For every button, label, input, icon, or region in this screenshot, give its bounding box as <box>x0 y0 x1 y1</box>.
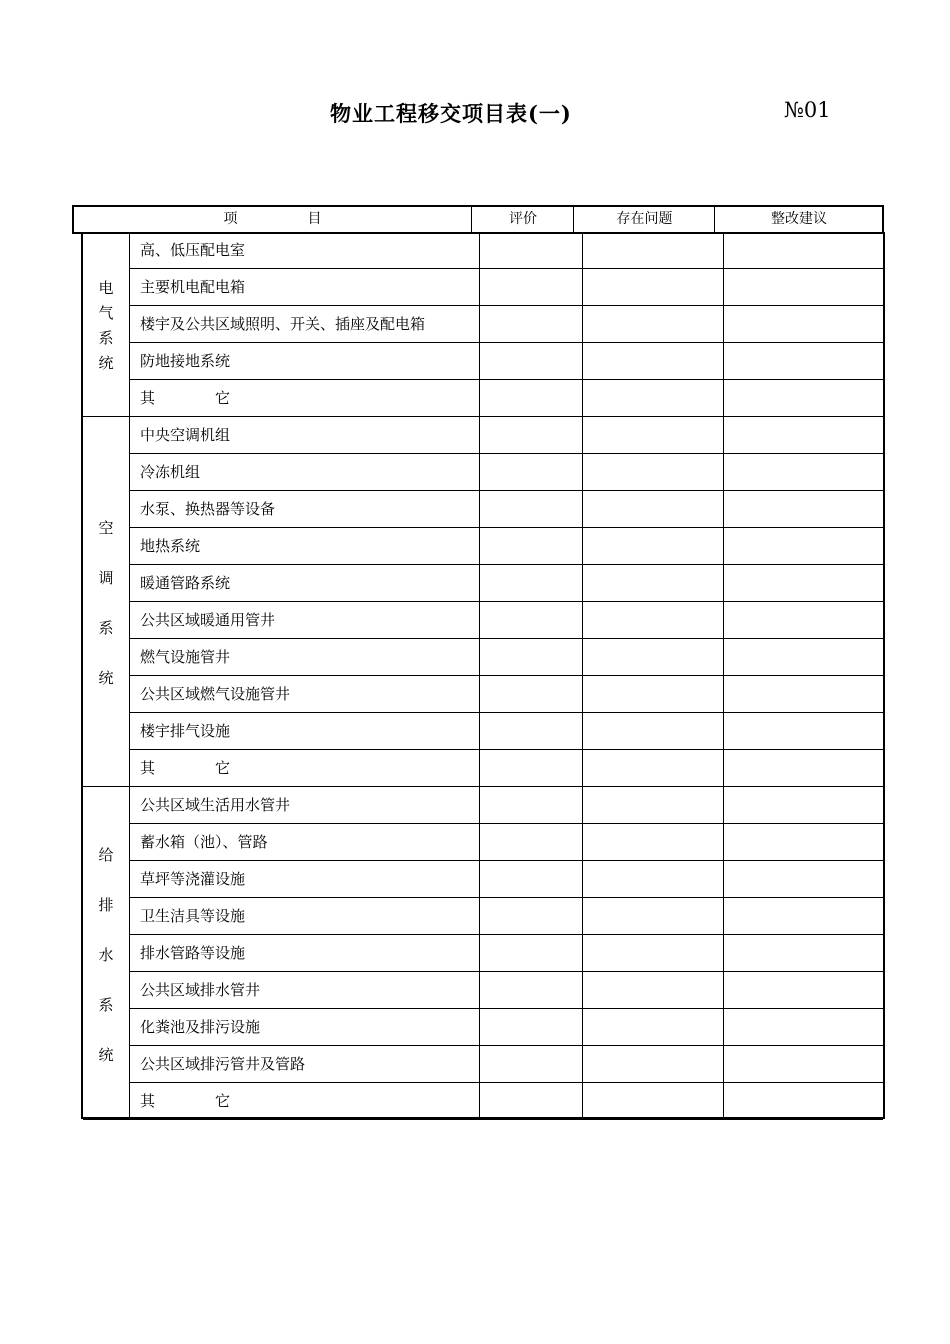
rating-cell[interactable] <box>479 898 583 935</box>
suggestion-cell[interactable] <box>723 602 884 639</box>
item-cell: 排水管路等设施 <box>129 935 479 972</box>
suggestion-cell[interactable] <box>723 898 884 935</box>
item-cell: 蓄水箱（池）、管路 <box>129 824 479 861</box>
rating-cell[interactable] <box>479 1083 583 1120</box>
rating-cell[interactable] <box>479 528 583 565</box>
suggestion-cell[interactable] <box>723 565 884 602</box>
issues-cell[interactable] <box>582 380 724 417</box>
rating-cell[interactable] <box>479 787 583 824</box>
table-row <box>129 528 883 565</box>
table-row <box>129 824 883 861</box>
suggestion-cell[interactable] <box>723 232 884 269</box>
item-cell: 公共区域燃气设施管井 <box>129 676 479 713</box>
suggestion-cell[interactable] <box>723 750 884 787</box>
header-issues: 存在问题 <box>573 207 715 232</box>
issues-cell[interactable] <box>582 269 724 306</box>
rating-cell[interactable] <box>479 306 583 343</box>
table-row <box>129 232 883 269</box>
item-cell: 水泵、换热器等设备 <box>129 491 479 528</box>
item-cell: 公共区域暖通用管井 <box>129 602 479 639</box>
item-cell: 卫生洁具等设施 <box>129 898 479 935</box>
suggestion-cell[interactable] <box>723 861 884 898</box>
issues-cell[interactable] <box>582 306 724 343</box>
group-label-char: 水 <box>98 945 114 964</box>
issues-cell[interactable] <box>582 676 724 713</box>
rating-cell[interactable] <box>479 269 583 306</box>
table-row <box>129 1046 883 1083</box>
item-cell: 其 它 <box>129 380 479 417</box>
item-cell: 中央空调机组 <box>129 417 479 454</box>
issues-cell[interactable] <box>582 861 724 898</box>
group-label-char: 系 <box>98 995 114 1014</box>
issues-cell[interactable] <box>582 528 724 565</box>
issues-cell[interactable] <box>582 713 724 750</box>
rating-cell[interactable] <box>479 417 583 454</box>
handover-table <box>81 232 885 1119</box>
rating-cell[interactable] <box>479 639 583 676</box>
issues-cell[interactable] <box>582 602 724 639</box>
issues-cell[interactable] <box>582 1046 724 1083</box>
rating-cell[interactable] <box>479 565 583 602</box>
item-cell: 楼宇及公共区域照明、开关、插座及配电箱 <box>129 306 479 343</box>
rating-cell[interactable] <box>479 491 583 528</box>
suggestion-cell[interactable] <box>723 343 884 380</box>
rating-cell[interactable] <box>479 602 583 639</box>
issues-cell[interactable] <box>582 824 724 861</box>
table-row <box>129 343 883 380</box>
suggestion-cell[interactable] <box>723 713 884 750</box>
rating-cell[interactable] <box>479 232 583 269</box>
rating-cell[interactable] <box>479 824 583 861</box>
issues-cell[interactable] <box>582 639 724 676</box>
item-cell: 高、低压配电室 <box>129 232 479 269</box>
suggestion-cell[interactable] <box>723 639 884 676</box>
issues-cell[interactable] <box>582 491 724 528</box>
table-row <box>129 639 883 676</box>
suggestion-cell[interactable] <box>723 417 884 454</box>
suggestion-cell[interactable] <box>723 824 884 861</box>
issues-cell[interactable] <box>582 417 724 454</box>
rating-cell[interactable] <box>479 676 583 713</box>
table-row <box>129 380 883 417</box>
table-row <box>129 417 883 454</box>
item-cell: 公共区域排水管井 <box>129 972 479 1009</box>
rating-cell[interactable] <box>479 861 583 898</box>
table-row <box>129 676 883 713</box>
item-cell: 公共区域生活用水管井 <box>129 787 479 824</box>
suggestion-cell[interactable] <box>723 676 884 713</box>
rating-cell[interactable] <box>479 750 583 787</box>
rating-cell[interactable] <box>479 935 583 972</box>
suggestion-cell[interactable] <box>723 491 884 528</box>
table-row <box>129 602 883 639</box>
header-item: 项 目 <box>223 211 322 227</box>
item-cell: 其 它 <box>129 1083 479 1120</box>
suggestion-cell[interactable] <box>723 935 884 972</box>
rating-cell[interactable] <box>479 343 583 380</box>
item-cell: 暖通管路系统 <box>129 565 479 602</box>
rating-cell[interactable] <box>479 454 583 491</box>
item-cell: 地热系统 <box>129 528 479 565</box>
item-cell: 草坪等浇灌设施 <box>129 861 479 898</box>
group-label-char: 空 <box>98 519 114 537</box>
item-cell: 公共区域排污管井及管路 <box>129 1046 479 1083</box>
item-cell: 防地接地系统 <box>129 343 479 380</box>
table-row <box>129 491 883 528</box>
group-label-char: 统 <box>98 1045 114 1064</box>
table-row <box>129 306 883 343</box>
issues-cell[interactable] <box>582 232 724 269</box>
issues-cell[interactable] <box>582 565 724 602</box>
issues-cell[interactable] <box>582 935 724 972</box>
issues-cell[interactable] <box>582 343 724 380</box>
suggestion-cell[interactable] <box>723 306 884 343</box>
group-label-char: 系 <box>98 619 114 637</box>
group-label-cell <box>83 787 129 1120</box>
suggestion-cell[interactable] <box>723 1046 884 1083</box>
table-row <box>129 1083 883 1120</box>
suggestion-cell[interactable] <box>723 787 884 824</box>
group-label-char: 给 <box>98 845 114 864</box>
issues-cell[interactable] <box>582 454 724 491</box>
table-row <box>129 713 883 750</box>
rating-cell[interactable] <box>479 713 583 750</box>
rating-cell[interactable] <box>479 1046 583 1083</box>
group-label-char: 系 <box>98 329 114 347</box>
suggestion-cell[interactable] <box>723 380 884 417</box>
issues-cell[interactable] <box>582 898 724 935</box>
suggestion-cell[interactable] <box>723 972 884 1009</box>
item-cell: 燃气设施管井 <box>129 639 479 676</box>
header-rating: 评价 <box>471 207 574 232</box>
item-cell: 冷冻机组 <box>129 454 479 491</box>
group-label-char: 调 <box>98 569 114 587</box>
table-row <box>129 1009 883 1046</box>
issues-cell[interactable] <box>582 750 724 787</box>
rating-cell[interactable] <box>479 1009 583 1046</box>
table-row <box>129 454 883 491</box>
header-suggestions: 整改建议 <box>714 207 883 232</box>
group-label-char: 气 <box>98 304 114 322</box>
group-label-char: 统 <box>98 669 114 687</box>
issues-cell[interactable] <box>582 1009 724 1046</box>
item-cell: 楼宇排气设施 <box>129 713 479 750</box>
issues-cell[interactable] <box>582 972 724 1009</box>
table-row <box>129 935 883 972</box>
group-label-cell <box>83 417 129 787</box>
table-row <box>129 269 883 306</box>
group-label-char: 统 <box>98 354 114 372</box>
suggestion-cell[interactable] <box>723 1009 884 1046</box>
issues-cell[interactable] <box>582 1083 724 1120</box>
suggestion-cell[interactable] <box>723 528 884 565</box>
suggestion-cell[interactable] <box>723 1083 884 1120</box>
group-label-char: 排 <box>98 895 114 914</box>
rating-cell[interactable] <box>479 380 583 417</box>
table-row <box>129 750 883 787</box>
group-label-char: 电 <box>98 279 114 297</box>
table-row <box>129 898 883 935</box>
suggestion-cell[interactable] <box>723 269 884 306</box>
suggestion-cell[interactable] <box>723 454 884 491</box>
item-cell: 其 它 <box>129 750 479 787</box>
document-number: №01 <box>784 98 831 122</box>
table-row <box>129 787 883 824</box>
group-label-cell <box>83 232 129 417</box>
rating-cell[interactable] <box>479 972 583 1009</box>
table-header <box>72 205 884 234</box>
table-row <box>129 565 883 602</box>
item-cell: 主要机电配电箱 <box>129 269 479 306</box>
page-title: 物业工程移交项目表(一) <box>330 101 572 126</box>
issues-cell[interactable] <box>582 787 724 824</box>
item-cell: 化粪池及排污设施 <box>129 1009 479 1046</box>
table-row <box>129 861 883 898</box>
table-row <box>129 972 883 1009</box>
